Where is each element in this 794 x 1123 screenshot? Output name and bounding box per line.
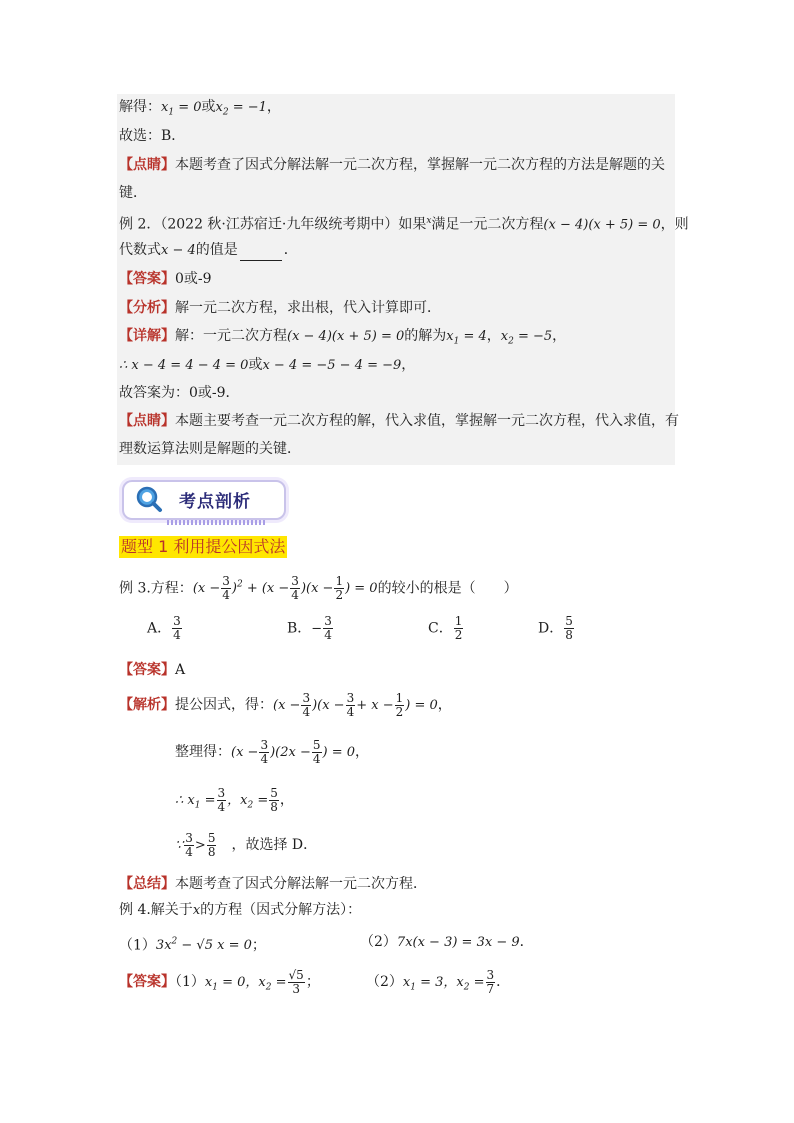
example-2-answer: 【答案】0或-9: [119, 271, 212, 287]
example-2-question: 例 2．（2022 秋·江苏宿迁·九年级统考期中）如果$^x$满足一元二次方程(x − 4)(x + 5) = 0，则: [119, 216, 689, 233]
example-4-answer: 【答案】$(1)x_1 = 0$，$x_2$ = $\frac{√5}{3}$ ；: [119, 968, 320, 996]
banner-title: 考点剖析: [179, 492, 251, 512]
solution-line: 解得：$x_1 = 0$或$x_2 = -1$，: [119, 99, 281, 118]
example-3-because: ∵ $\frac{3}{4}$ > $\frac{5}{8}$ ，故选择 D．: [175, 831, 318, 859]
comment-tag: 【点睛】: [119, 157, 175, 173]
example-4-part-1: $(1)3x^2 - √5$ x = 0；: [119, 937, 266, 954]
example-2-final: 故答案为：0或-9．: [119, 385, 240, 401]
example-2-comment-line-2: 理数运算法则是解题的关键．: [119, 441, 301, 457]
example-3-summary: 【总结】本题考查了因式分解法解一元二次方程．: [119, 876, 427, 892]
question-type-title: 题型 1 利用提公因式法: [121, 537, 286, 556]
example-2-therefore: ∴ x − 4 = 4 − 4 = 0或x − 4 = −5 − 4 = −9，: [119, 357, 416, 373]
option-a[interactable]: A． $\frac{3}{4}$: [147, 614, 181, 642]
example-4-answer-2: $(2)x_1 = 3$，$x_2$ = $\frac{3}{7}$ ．: [366, 968, 511, 996]
example-2-question-line-2: 代数式x − 4的值是 ．: [119, 240, 298, 261]
option-d[interactable]: D． $\frac{5}{8}$: [538, 614, 573, 642]
option-c[interactable]: C． $\frac{1}{2}$: [428, 614, 463, 642]
example-3-roots: ∴ $x_1$ = $\frac{3}{4}$ ，$x_2$ = $\frac{5}{8}$ ，: [175, 786, 294, 814]
example-3-analysis: 【解析】提公因式，得：(x − $\frac{3}{4}$ )(x − $\frac{3}{4}$ + x − $\frac{1}{2}$ ) = 0，: [119, 691, 452, 719]
example-3-question: 例 3.方程：(x − $\frac{3}{4}$ )$^2$ + (x − $\frac{3}{4}$ )(x − $\frac{1}{2}$ ) = 0的较小的根是（ ）: [119, 574, 518, 603]
example-3-simplify: 整理得：(x − $\frac{3}{4}$ )(2x − $\frac{5}{4}$ ) = 0，: [175, 738, 369, 766]
example-4-part-2: （2）7x(x − 3) = 3x − 9．: [360, 934, 534, 950]
section-banner: [119, 477, 287, 525]
example-2-detail: 【详解】解：一元二次方程(x − 4)(x + 5) = 0的解为$x_1 = 4$，$x_2 = -5$，: [119, 328, 567, 347]
example-2-comment: 【点睛】本题主要考查一元二次方程的解，代入求值，掌握解一元二次方程，代入求值，有: [119, 413, 679, 429]
comment-line-2: 键．: [119, 185, 147, 201]
banner-stripes: [167, 520, 267, 525]
example-4-question: 例 4.解关于x的方程（因式分解方法）：: [119, 902, 362, 918]
answer-choice-line: 故选：B．: [119, 128, 186, 144]
example-3-answer: 【答案】A: [119, 662, 186, 678]
comment-line: 【点睛】本题考查了因式分解法解一元二次方程，掌握解一元二次方程的方法是解题的关: [119, 157, 665, 173]
option-b[interactable]: B．− $\frac{3}{4}$: [287, 614, 332, 642]
magnifier-icon: [135, 485, 163, 513]
example-2-analysis: 【分析】解一元二次方程，求出根，代入计算即可．: [119, 300, 441, 316]
answer-blank: [240, 246, 282, 261]
